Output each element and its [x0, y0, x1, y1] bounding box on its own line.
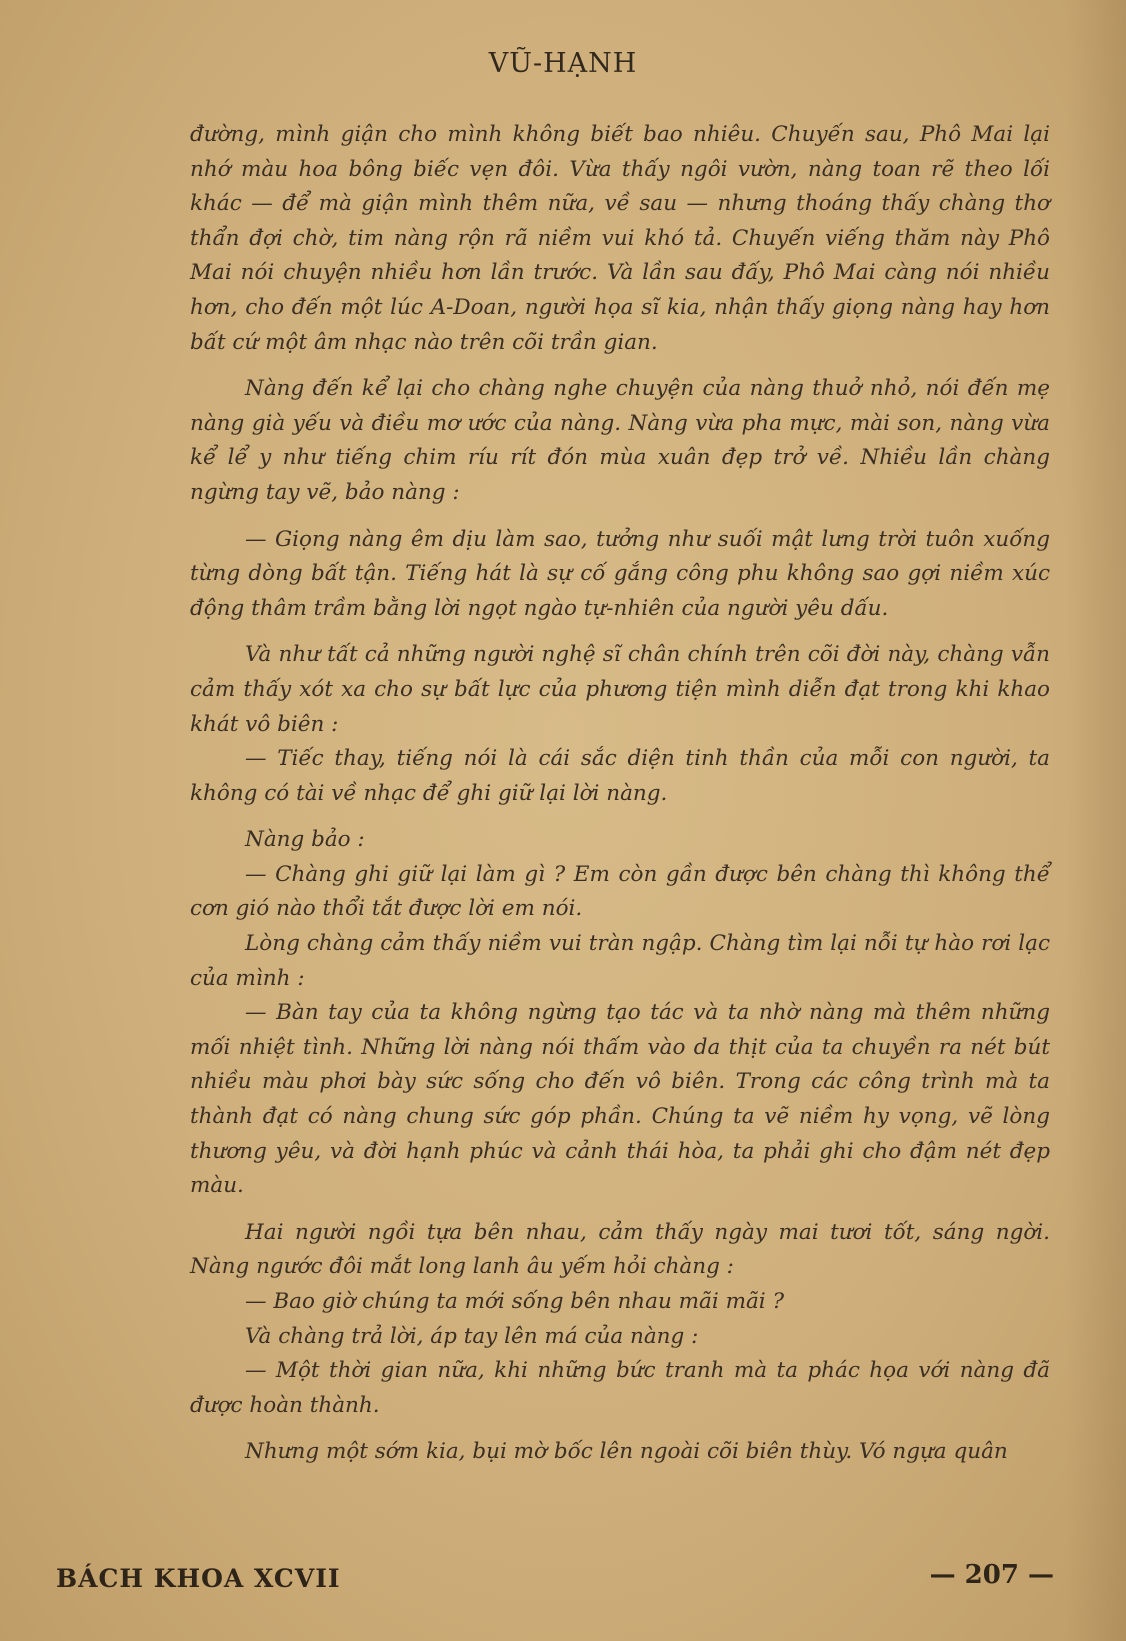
paragraph: Lòng chàng cảm thấy niềm vui tràn ngập. Chàng tìm lại nỗi tự hào rơi lạc của mình :	[190, 931, 1050, 991]
paragraph: Nàng đến kể lại cho chàng nghe chuyện của nàng thuở nhỏ, nói đến mẹ nàng già yếu và điều mơ ước của nàng. Nàng vừa pha mực, mài son, nàng vừa kể lể y như tiếng chim ríu rít đón mùa xuân đẹp trở về. Nhiều lần chàng ngừng tay vẽ, bảo nàng :	[190, 376, 1050, 505]
paragraph: Nhưng một sớm kia, bụi mờ bốc lên ngoài cõi biên thùy. Vó ngựa quân	[245, 1439, 1008, 1465]
dialogue-line: — Bao giờ chúng ta mới sống bên nhau mãi mãi ?	[245, 1289, 785, 1314]
footer-page-number: — 207 —	[929, 1560, 1054, 1590]
paragraph: Và chàng trả lời, áp tay lên má của nàng :	[245, 1323, 699, 1349]
dialogue-line: — Tiếc thay, tiếng nói là cái sắc diện tinh thần của mỗi con người, ta không có tài về nhạc để ghi giữ lại lời nàng.	[190, 746, 1050, 806]
body-text	[190, 118, 1050, 1470]
dialogue-line: — Giọng nàng êm dịu làm sao, tưởng như suối mật lưng trời tuôn xuống từng dòng bất tận. Tiếng hát là sự cố gắng công phu không sao gợi niềm xúc động thâm trầm bằng lời ngọt ngào tự-nhiên của người yêu dấu.	[190, 526, 1050, 621]
dialogue-line: — Chàng ghi giữ lại làm gì ? Em còn gần được bên chàng thì không thể cơn gió nào thổi tắt được lời em nói.	[190, 861, 1050, 922]
paragraph: Nàng bảo :	[245, 827, 365, 853]
dialogue-line: — Một thời gian nữa, khi những bức tranh mà ta phác họa với nàng đã được hoàn thành.	[190, 1358, 1050, 1418]
dialogue-line: — Bàn tay của ta không ngừng tạo tác và ta nhờ nàng mà thêm những mối nhiệt tình. Những lời nàng nói thấm vào da thịt của ta chuyền ra nét bút nhiều màu phơi bày sức sống cho đến vô biên. Trong các công trình mà ta thành đạt có nàng chung sức góp phần. Chúng ta vẽ niềm hy vọng, vẽ lòng thương yêu, và đời hạnh phúc và cảnh thái hòa, ta phải ghi cho đậm nét đẹp màu.	[190, 1000, 1050, 1199]
paragraph: Và như tất cả những người nghệ sĩ chân chính trên cõi đời này, chàng vẫn cảm thấy xót xa cho sự bất lực của phương tiện mình diễn đạt trong khi khao khát vô biên :	[190, 642, 1050, 737]
footer-publication: BÁCH KHOA XCVII	[56, 1564, 341, 1593]
paragraph: Hai người ngồi tựa bên nhau, cảm thấy ngày mai tươi tốt, sáng ngời. Nàng ngước đôi mắt long lanh âu yếm hỏi chàng :	[190, 1219, 1050, 1280]
paragraph: đường, mình giận cho mình không biết bao nhiêu. Chuyến sau, Phô Mai lại nhớ màu hoa bông biếc vẹn đôi. Vừa thấy ngôi vườn, nàng toan rẽ theo lối khác — để mà giận mình thêm nữa, về sau — nhưng thoáng thấy chàng thơ thẩn đợi chờ, tim nàng rộn rã niềm vui khó tả. Chuyến viếng thăm này Phô Mai nói chuyện nhiều hơn lần trước. Và lần sau đấy, Phô Mai càng nói nhiều hơn, cho đến một lúc A-Doan, người họa sĩ kia, nhận thấy giọng nàng hay hơn bất cứ một âm nhạc nào trên cõi trần gian.	[190, 122, 1050, 355]
running-header-author: VŨ-HẠNH	[488, 48, 638, 79]
